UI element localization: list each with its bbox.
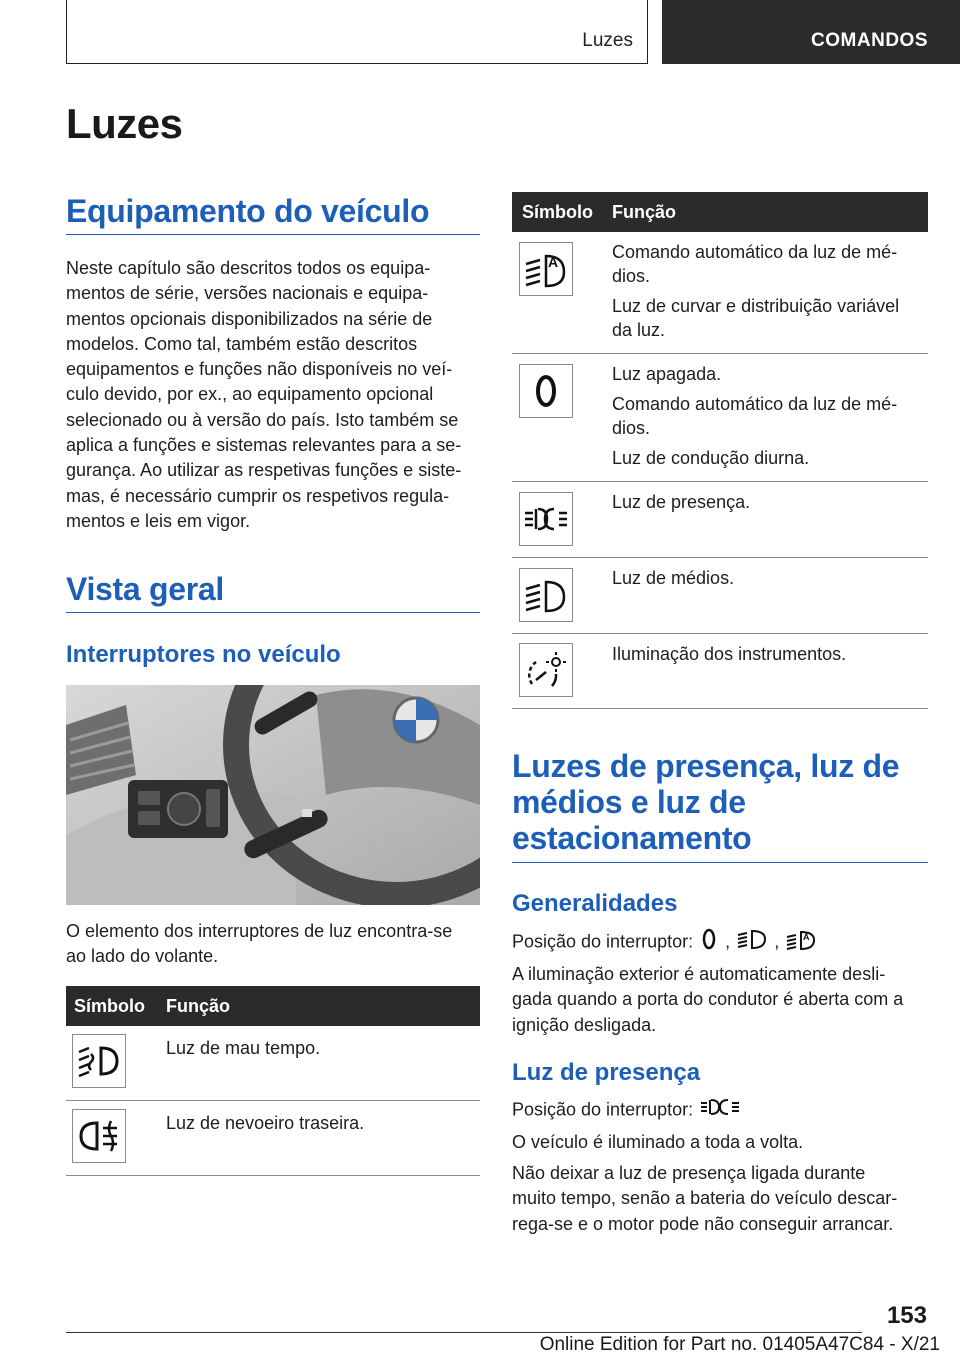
- svg-text:A: A: [548, 254, 559, 270]
- column-header-function: Função: [612, 202, 677, 222]
- header-chapter-title: COMANDOS: [811, 30, 928, 51]
- text-line: selecionado ou à versão do país. Isto também se: [66, 409, 459, 430]
- function-text: [612, 240, 928, 348]
- header-section-box: [66, 0, 648, 64]
- text-line: O elemento dos interruptores de luz encontra-se: [66, 921, 453, 941]
- switches-caption: [66, 919, 486, 970]
- function-line: Comando automático da luz de mé-: [612, 242, 898, 262]
- footer-rule: [66, 1332, 862, 1333]
- table-row: [66, 1026, 480, 1101]
- function-text: [166, 1111, 476, 1141]
- instrument-lighting-icon: [519, 643, 573, 697]
- switch-position-label: Posição do interruptor:: [512, 931, 694, 952]
- parking-light-subheading: Luz de presença: [512, 1059, 701, 1086]
- overview-heading-rule: [66, 612, 480, 613]
- function-line: dios.: [612, 266, 651, 286]
- zero-position-icon: [700, 928, 718, 957]
- text-line: Não deixar a luz de presença ligada durante: [512, 1163, 866, 1183]
- auto-headlight-icon: [786, 928, 816, 957]
- left-table-header: [66, 986, 480, 1026]
- parking-light-icon: [519, 492, 573, 546]
- function-line: Luz de mau tempo.: [166, 1038, 321, 1058]
- column-header-symbol: Símbolo: [74, 996, 145, 1016]
- dashboard-illustration: [66, 685, 480, 905]
- equipment-heading: Equipamento do veículo: [66, 193, 430, 229]
- heading-line: estacionamento: [512, 820, 752, 856]
- equipment-heading-rule: [66, 234, 480, 235]
- function-line: Luz de condução diurna.: [612, 448, 810, 468]
- text-line: aplica a funções e sistemas relevantes para a se-: [66, 435, 462, 456]
- function-text: [166, 1036, 476, 1066]
- text-line: rega-se e o motor pode não conseguir arrancar.: [512, 1213, 894, 1234]
- footer-edition: Online Edition for Part no. 01405A47C84 - X/21: [539, 1334, 940, 1355]
- function-line: Luz de médios.: [612, 568, 735, 588]
- page-number: 153: [886, 1302, 927, 1329]
- low-beam-icon: [737, 928, 767, 957]
- right-table-header: [512, 192, 928, 232]
- function-line: da luz.: [612, 320, 666, 340]
- presence-heading-rule: [512, 862, 928, 863]
- column-header-function: Função: [166, 996, 231, 1016]
- function-line: Luz apagada.: [612, 364, 722, 384]
- heading-line: Luzes de presença, luz de: [512, 748, 900, 784]
- text-line: mentos opcionais disponibilizados na série de: [66, 308, 433, 329]
- table-row: [512, 634, 928, 709]
- function-text: [612, 490, 928, 520]
- parking-line1: O veículo é iluminado a toda a volta.: [512, 1132, 804, 1152]
- switch-position-label: Posição do interruptor:: [512, 1099, 694, 1120]
- overview-heading: Vista geral: [66, 571, 224, 607]
- separator: ,: [725, 931, 731, 952]
- text-line: A iluminação exterior é automaticamente desli-: [512, 964, 886, 984]
- general-switch-position: [512, 928, 932, 957]
- zero-position-icon: [519, 364, 573, 418]
- function-text: [612, 642, 928, 672]
- equipment-paragraph: [66, 256, 486, 534]
- function-line: Iluminação dos instrumentos.: [612, 644, 847, 664]
- table-row: [512, 482, 928, 558]
- separator: ,: [774, 931, 780, 952]
- function-text: [612, 362, 928, 476]
- heading-line: médios e luz de: [512, 784, 746, 820]
- function-line: dios.: [612, 418, 651, 438]
- text-line: mentos e leis em vigor.: [66, 510, 251, 531]
- svg-text:A: A: [803, 932, 810, 942]
- dashboard-photo: [66, 685, 480, 905]
- text-line: culo devido, por ex., ao equipamento opcional: [66, 384, 434, 405]
- function-line: Comando automático da luz de mé-: [612, 394, 898, 414]
- function-line: Luz de presença.: [612, 492, 751, 512]
- text-line: mas, é necessário cumprir os respetivos regula-: [66, 485, 450, 506]
- low-beam-icon: [519, 568, 573, 622]
- table-row: [66, 1101, 480, 1176]
- parking-paragraph: [512, 1161, 932, 1237]
- general-subheading: Generalidades: [512, 890, 678, 917]
- text-line: equipamentos e funções não disponíveis no veí-: [66, 359, 453, 380]
- parking-switch-position: [512, 1096, 932, 1125]
- table-row: [512, 354, 928, 482]
- function-text: [612, 566, 928, 596]
- function-line: Luz de nevoeiro traseira.: [166, 1113, 365, 1133]
- rear-fog-light-icon: [72, 1109, 126, 1163]
- text-line: ao lado do volante.: [66, 946, 219, 967]
- fog-light-front-icon: [72, 1034, 126, 1088]
- column-header-symbol: Símbolo: [522, 202, 593, 222]
- table-row: [512, 232, 928, 354]
- text-line: modelos. Como tal, também estão descritos: [66, 333, 418, 354]
- page-title: Luzes: [66, 100, 183, 147]
- text-line: gurança. Ao utilizar as respetivas funções e siste-: [66, 460, 462, 481]
- text-line: gada quando a porta do condutor é aberta com a: [512, 989, 904, 1010]
- function-line: Luz de curvar e distribuição variável: [612, 296, 900, 316]
- auto-headlight-icon: [519, 242, 573, 296]
- text-line: ignição desligada.: [512, 1014, 657, 1035]
- text-line: muito tempo, senão a bateria do veículo descar-: [512, 1188, 898, 1209]
- switches-subheading: Interruptores no veículo: [66, 641, 341, 668]
- general-paragraph: [512, 962, 932, 1038]
- presence-heading: [512, 748, 899, 856]
- table-row: [512, 558, 928, 634]
- text-line: Neste capítulo são descritos todos os equipa-: [66, 258, 431, 278]
- header-section-title: Luzes: [582, 30, 633, 51]
- parking-light-icon: [700, 1096, 740, 1125]
- text-line: mentos de série, versões nacionais e equipa-: [66, 283, 429, 304]
- header-chapter-box: [662, 0, 960, 64]
